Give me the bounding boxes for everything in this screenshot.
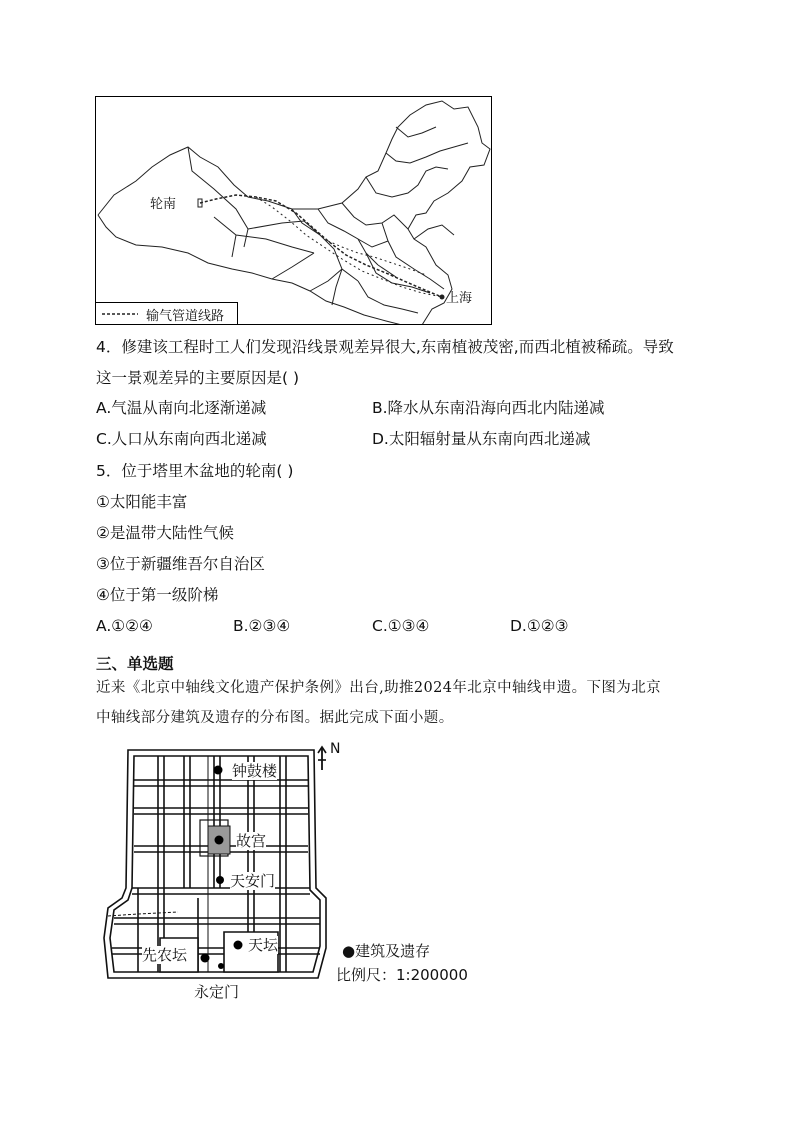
q5-option-c[interactable]: C.①③④ xyxy=(372,617,430,635)
label-tiantan: 天坛 xyxy=(248,936,279,954)
map2-legend: ●建筑及遗存 xyxy=(342,942,431,960)
dashed-line-legend-icon xyxy=(100,304,140,324)
q5-item-2: ②是温带大陆性气候 xyxy=(96,524,234,542)
q4-stem-line2: 这一景观差异的主要原因是( ) xyxy=(96,369,300,387)
q5-item-1: ①太阳能丰富 xyxy=(96,493,188,511)
label-xiannongtan: 先农坛 xyxy=(142,946,188,964)
label-yongdingmen: 永定门 xyxy=(194,983,240,1001)
q5-option-b[interactable]: B.②③④ xyxy=(233,617,291,635)
tiantan-point xyxy=(234,941,243,950)
q4-option-b[interactable]: B.降水从东南沿海向西北内陆递减 xyxy=(372,399,605,417)
north-label: N xyxy=(330,741,341,757)
xiannongtan-point xyxy=(201,954,210,963)
section-title: 三、单选题 xyxy=(96,655,174,673)
q4-option-c[interactable]: C.人口从东南向西北递减 xyxy=(96,430,267,448)
q5-stem: 5．位于塔里木盆地的轮南( ) xyxy=(96,462,294,480)
q5-item-3: ③位于新疆维吾尔自治区 xyxy=(96,555,265,573)
label-gugong: 故宫 xyxy=(236,832,267,850)
yongdingmen-point xyxy=(218,963,224,969)
q4-option-d[interactable]: D.太阳辐射量从东南向西北递减 xyxy=(372,430,591,448)
pipeline-map xyxy=(95,96,492,325)
q5-option-a[interactable]: A.①②④ xyxy=(96,617,153,635)
section-intro-line2: 中轴线部分建筑及遗存的分布图。据此完成下面小题。 xyxy=(96,710,454,726)
legend-label: 输气管道线路 xyxy=(146,309,225,324)
label-zhonggulou: 钟鼓楼 xyxy=(232,762,278,780)
map2-scale: 比例尺：1:200000 xyxy=(336,966,468,984)
label-lunnan: 轮南 xyxy=(150,197,177,212)
zhonggulou-point xyxy=(214,766,223,775)
q4-stem-line1: 4．修建该工程时工人们发现沿线景观差异很大,东南植被茂密,而西北植被稀疏。导致 xyxy=(96,338,674,356)
tiananmen-point xyxy=(216,876,224,884)
label-shanghai: 上海 xyxy=(446,291,473,306)
gugong-point xyxy=(215,836,224,845)
map-legend xyxy=(96,302,238,324)
street-grid-map xyxy=(98,738,341,1003)
q4-option-a[interactable]: A.气温从南向北逐渐递减 xyxy=(96,399,267,417)
q5-option-d[interactable]: D.①②③ xyxy=(510,617,569,635)
label-tiananmen: 天安门 xyxy=(230,872,276,890)
q5-item-4: ④位于第一级阶梯 xyxy=(96,586,219,604)
beijing-axis-map xyxy=(98,738,518,1003)
section-intro-line1: 近来《北京中轴线文化遗产保护条例》出台,助推2024年北京中轴线申遗。下图为北京 xyxy=(96,680,662,696)
